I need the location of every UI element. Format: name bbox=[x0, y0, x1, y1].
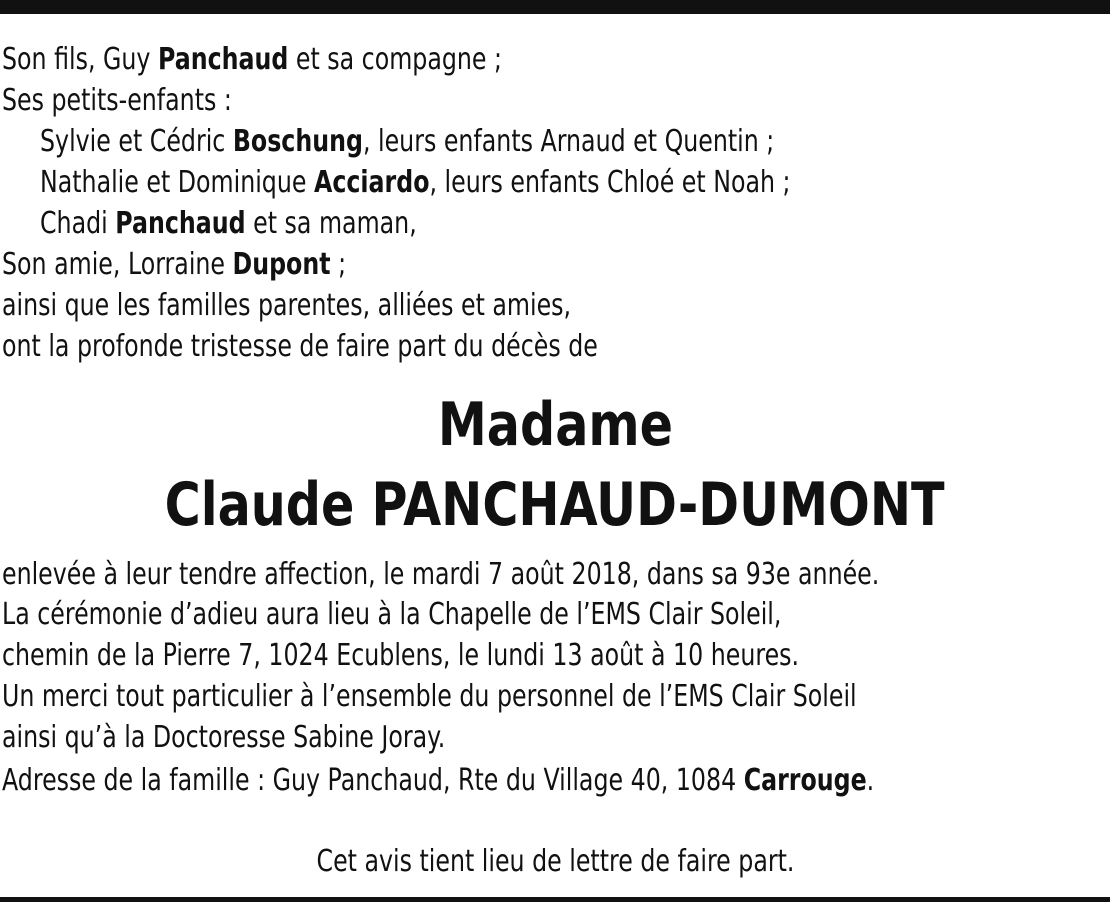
ceremony-line: chemin de la Pierre 7, 1024 Ecublens, le lundi 13 août à 10 heures. bbox=[2, 638, 800, 673]
deceased-name-heading: Claude PANCHAUD-DUMONT bbox=[165, 470, 945, 540]
grandchild-line: Sylvie et Cédric Boschung, leurs enfants Arnaud et Quentin ; bbox=[40, 124, 775, 159]
thanks-line: Un merci tout particulier à l’ensemble du personnel de l’EMS Clair Soleil bbox=[2, 679, 857, 714]
honorific-heading: Madame bbox=[437, 390, 673, 460]
families-line: ainsi que les familles parentes, alliées et amies, bbox=[2, 288, 572, 323]
surname-bold: Panchaud bbox=[157, 42, 289, 77]
thanks-line: ainsi qu’à la Doctoresse Sabine Joray. bbox=[2, 720, 446, 755]
announcement-line: ont la profonde tristesse de faire part du décès de bbox=[2, 329, 598, 364]
grandchildren-intro: Ses petits-enfants : bbox=[2, 83, 232, 118]
surname-bold: Boschung bbox=[232, 124, 363, 159]
town-bold: Carrouge bbox=[743, 763, 867, 798]
surname-bold: Acciardo bbox=[313, 165, 430, 200]
bottom-rule bbox=[0, 897, 1110, 902]
ceremony-line: La cérémonie d’adieu aura lieu à la Chapelle de l’EMS Clair Soleil, bbox=[2, 597, 782, 632]
top-rule bbox=[0, 0, 1110, 14]
closing-note: Cet avis tient lieu de lettre de faire part. bbox=[316, 844, 794, 879]
son-line: Son fils, Guy Panchaud et sa compagne ; bbox=[2, 42, 503, 77]
death-details-line: enlevée à leur tendre affection, le mardi 7 août 2018, dans sa 93e année. bbox=[2, 557, 880, 592]
surname-bold: Dupont bbox=[232, 247, 331, 282]
friend-line: Son amie, Lorraine Dupont ; bbox=[2, 247, 347, 282]
grandchild-line: Chadi Panchaud et sa maman, bbox=[40, 206, 417, 241]
grandchild-line: Nathalie et Dominique Acciardo, leurs enfants Chloé et Noah ; bbox=[40, 165, 791, 200]
family-address-line: Adresse de la famille : Guy Panchaud, Rte du Village 40, 1084 Carrouge. bbox=[2, 763, 875, 798]
surname-bold: Panchaud bbox=[115, 206, 246, 241]
